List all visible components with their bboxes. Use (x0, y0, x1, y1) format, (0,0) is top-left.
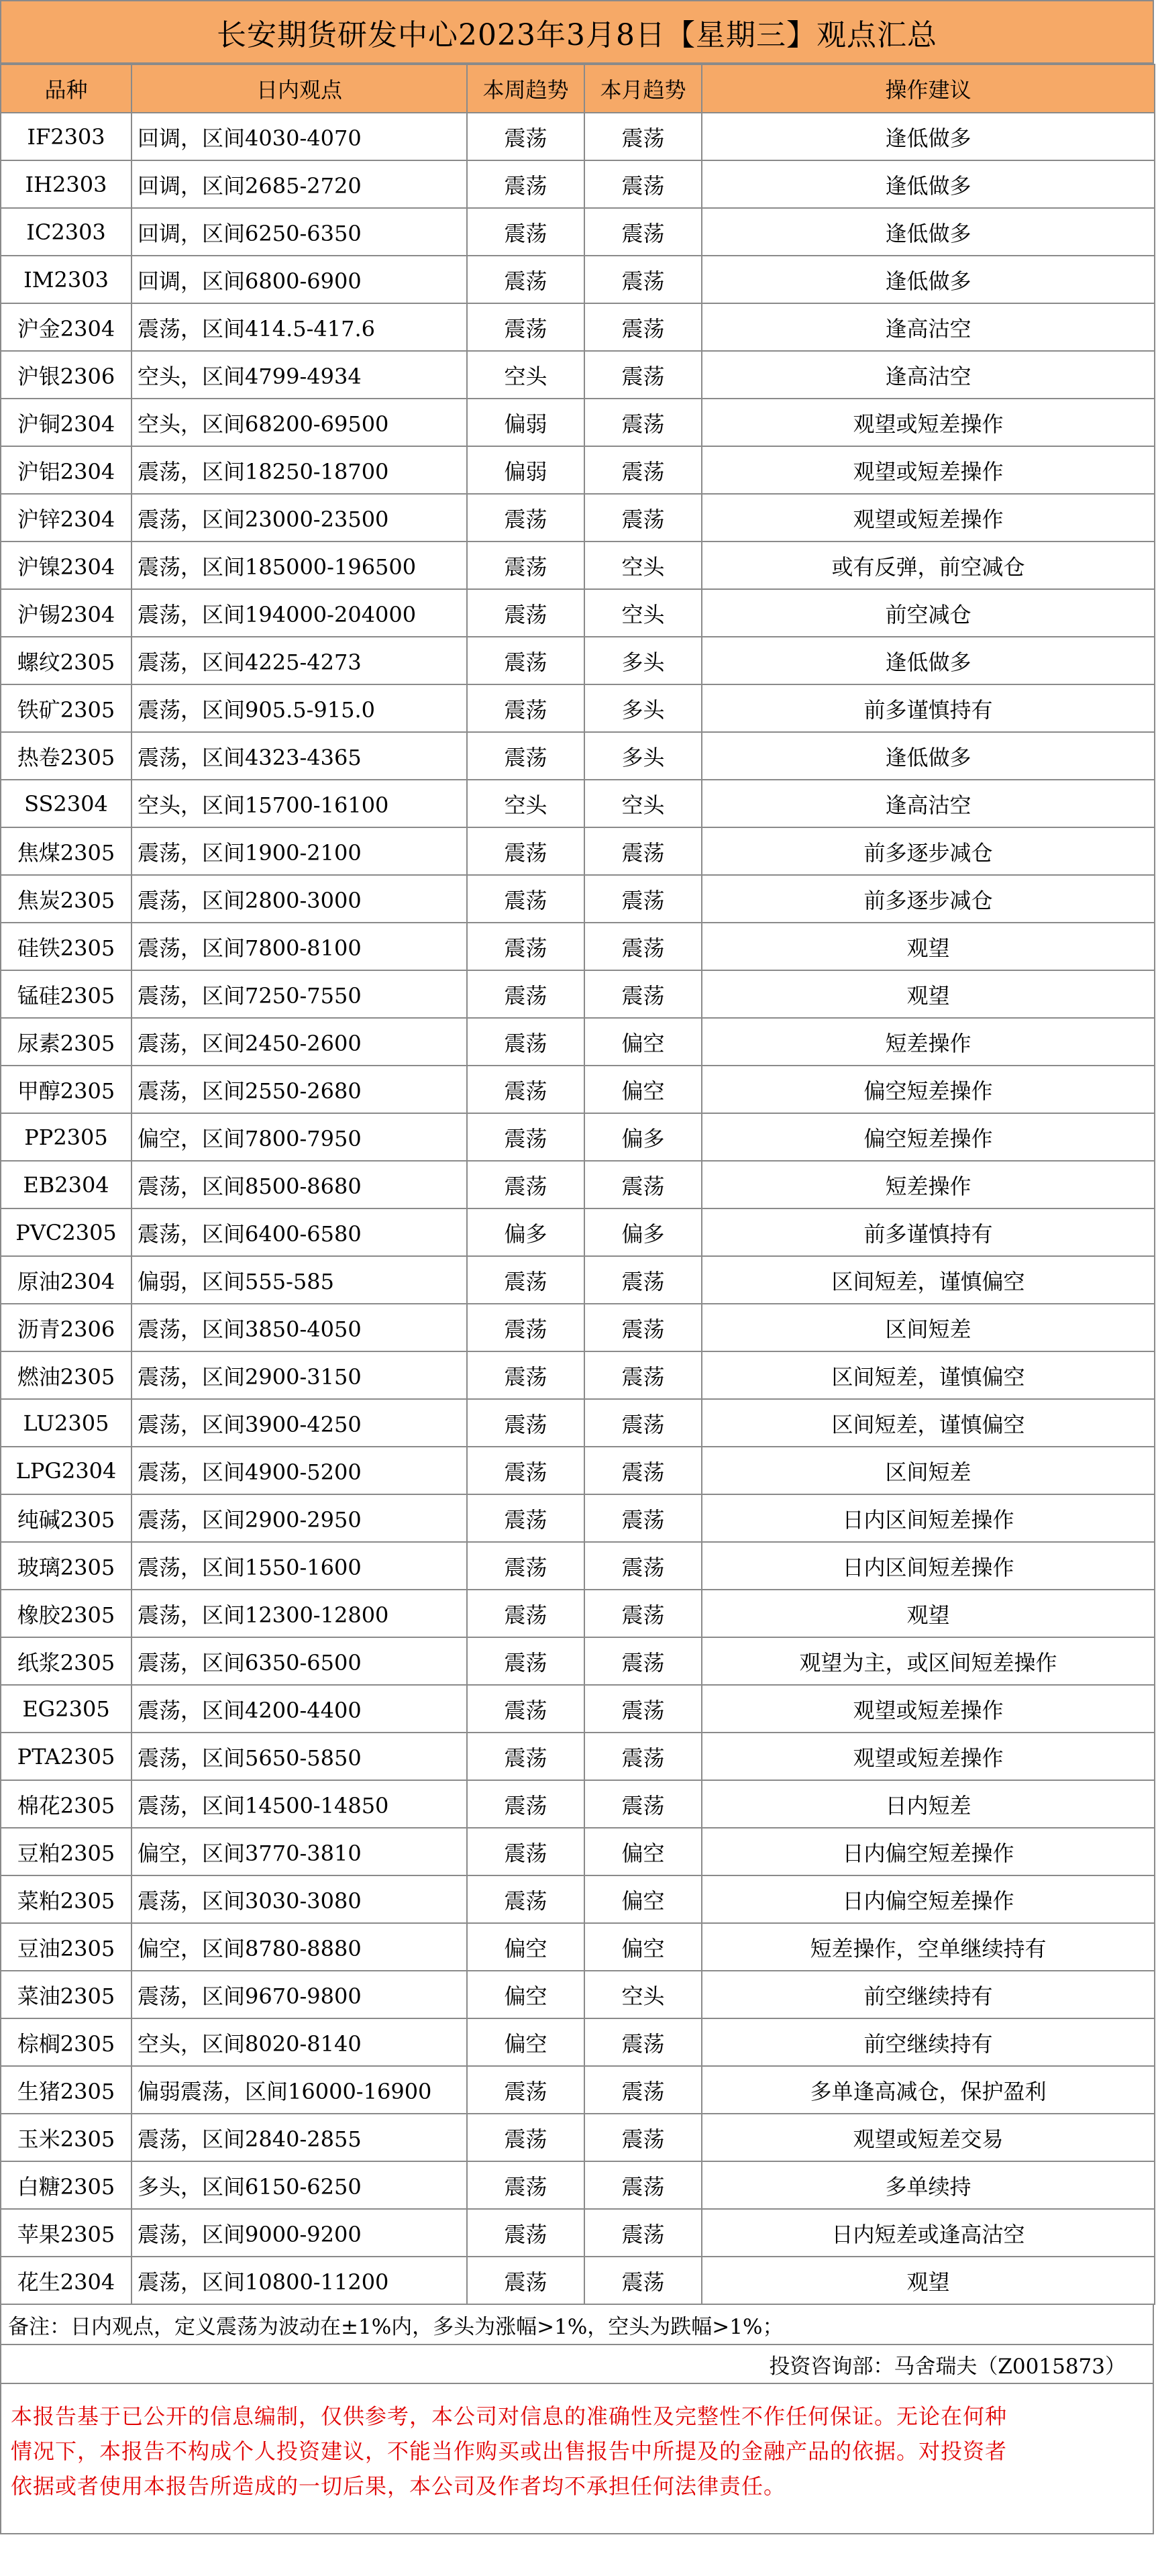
cell-suggestion: 日内区间短差操作 (702, 1542, 1155, 1590)
table-row (1, 2018, 1155, 2066)
header-monthly-trend: 本月趋势 (584, 64, 702, 113)
cell-monthly-trend: 震荡 (584, 1494, 702, 1542)
cell-variety: 花生2304 (1, 2257, 132, 2304)
cell-intraday-view: 空头，区间4799-4934 (132, 351, 467, 399)
table-row (1, 1637, 1155, 1685)
cell-intraday-view: 偏空，区间8780-8880 (132, 1923, 467, 1971)
table-row (1, 2161, 1155, 2209)
table-row (1, 1875, 1155, 1923)
cell-variety: 白糖2305 (1, 2161, 132, 2209)
cell-variety: 豆油2305 (1, 1923, 132, 1971)
disclaimer (0, 2384, 1154, 2534)
cell-monthly-trend: 震荡 (584, 1351, 702, 1399)
cell-monthly-trend: 震荡 (584, 2018, 702, 2066)
cell-weekly-trend: 震荡 (467, 1447, 584, 1494)
cell-variety: 菜粕2305 (1, 1875, 132, 1923)
cell-weekly-trend: 震荡 (467, 1590, 584, 1637)
cell-suggestion: 逢低做多 (702, 113, 1155, 160)
cell-variety: 沥青2306 (1, 1304, 132, 1351)
cell-suggestion: 观望 (702, 923, 1155, 970)
cell-suggestion: 观望或短差操作 (702, 1733, 1155, 1780)
cell-variety: 沪铝2304 (1, 446, 132, 494)
cell-monthly-trend: 偏空 (584, 1828, 702, 1875)
table-row (1, 1256, 1155, 1304)
cell-monthly-trend: 震荡 (584, 1542, 702, 1590)
cell-monthly-trend: 震荡 (584, 1685, 702, 1733)
cell-suggestion: 逢高沽空 (702, 780, 1155, 827)
disclaimer-line: 情况下，本报告不构成个人投资建议，不能当作购买或出售报告中所提及的金融产品的依据。对投资者 (11, 2438, 1008, 2464)
cell-intraday-view: 偏空，区间7800-7950 (132, 1113, 467, 1161)
cell-suggestion: 观望或短差操作 (702, 1685, 1155, 1733)
cell-intraday-view: 偏弱震荡，区间16000-16900 (132, 2066, 467, 2114)
cell-suggestion: 区间短差，谨慎偏空 (702, 1351, 1155, 1399)
cell-monthly-trend: 震荡 (584, 827, 702, 875)
cell-weekly-trend: 震荡 (467, 542, 584, 589)
cell-monthly-trend: 震荡 (584, 1256, 702, 1304)
cell-suggestion: 区间短差 (702, 1304, 1155, 1351)
cell-variety: IC2303 (1, 208, 132, 256)
cell-intraday-view: 偏弱，区间555-585 (132, 1256, 467, 1304)
cell-variety: 焦煤2305 (1, 827, 132, 875)
cell-variety: IM2303 (1, 256, 132, 303)
cell-variety: 甲醇2305 (1, 1066, 132, 1113)
cell-suggestion: 日内偏空短差操作 (702, 1875, 1155, 1923)
cell-variety: PTA2305 (1, 1733, 132, 1780)
cell-variety: 橡胶2305 (1, 1590, 132, 1637)
cell-weekly-trend: 震荡 (467, 2066, 584, 2114)
cell-monthly-trend: 震荡 (584, 1780, 702, 1828)
cell-weekly-trend: 震荡 (467, 1637, 584, 1685)
cell-variety: 沪金2304 (1, 303, 132, 351)
cell-suggestion: 观望或短差操作 (702, 494, 1155, 542)
cell-suggestion: 日内短差或逢高沽空 (702, 2209, 1155, 2257)
table-row (1, 399, 1155, 446)
cell-variety: 纸浆2305 (1, 1637, 132, 1685)
cell-variety: 焦炭2305 (1, 875, 132, 923)
cell-variety: PP2305 (1, 1113, 132, 1161)
cell-variety: 铁矿2305 (1, 684, 132, 732)
cell-weekly-trend: 震荡 (467, 970, 584, 1018)
cell-variety: 沪锡2304 (1, 589, 132, 637)
cell-intraday-view: 震荡，区间18250-18700 (132, 446, 467, 494)
cell-weekly-trend: 震荡 (467, 875, 584, 923)
cell-suggestion: 逢高沽空 (702, 303, 1155, 351)
cell-intraday-view: 震荡，区间7800-8100 (132, 923, 467, 970)
table-row (1, 970, 1155, 1018)
cell-monthly-trend: 震荡 (584, 2161, 702, 2209)
cell-weekly-trend: 震荡 (467, 1399, 584, 1447)
cell-weekly-trend: 震荡 (467, 303, 584, 351)
cell-intraday-view: 震荡，区间4900-5200 (132, 1447, 467, 1494)
header-intraday-view: 日内观点 (132, 64, 467, 113)
table-row (1, 875, 1155, 923)
cell-monthly-trend: 偏空 (584, 1923, 702, 1971)
report-title: 长安期货研发中心2023年3月8日【星期三】观点汇总 (0, 0, 1154, 64)
cell-suggestion: 观望或短差操作 (702, 446, 1155, 494)
table-row (1, 2257, 1155, 2304)
cell-intraday-view: 震荡，区间905.5-915.0 (132, 684, 467, 732)
cell-weekly-trend: 震荡 (467, 1113, 584, 1161)
cell-variety: 菜油2305 (1, 1971, 132, 2018)
cell-monthly-trend: 震荡 (584, 1637, 702, 1685)
table-row (1, 2114, 1155, 2161)
cell-monthly-trend: 震荡 (584, 2114, 702, 2161)
cell-intraday-view: 震荡，区间2900-2950 (132, 1494, 467, 1542)
cell-weekly-trend: 震荡 (467, 1351, 584, 1399)
cell-weekly-trend: 震荡 (467, 1066, 584, 1113)
cell-suggestion: 日内偏空短差操作 (702, 1828, 1155, 1875)
table-row (1, 494, 1155, 542)
cell-weekly-trend: 震荡 (467, 160, 584, 208)
cell-monthly-trend: 震荡 (584, 256, 702, 303)
cell-intraday-view: 震荡，区间2550-2680 (132, 1066, 467, 1113)
cell-suggestion: 前空继续持有 (702, 2018, 1155, 2066)
cell-weekly-trend: 震荡 (467, 732, 584, 780)
table-row (1, 1828, 1155, 1875)
cell-monthly-trend: 震荡 (584, 1590, 702, 1637)
cell-variety: EG2305 (1, 1685, 132, 1733)
table-row (1, 2209, 1155, 2257)
table-row (1, 303, 1155, 351)
cell-intraday-view: 回调，区间6250-6350 (132, 208, 467, 256)
table-row (1, 542, 1155, 589)
cell-intraday-view: 震荡，区间3850-4050 (132, 1304, 467, 1351)
cell-monthly-trend: 震荡 (584, 970, 702, 1018)
cell-intraday-view: 回调，区间2685-2720 (132, 160, 467, 208)
cell-monthly-trend: 震荡 (584, 160, 702, 208)
cell-weekly-trend: 震荡 (467, 1494, 584, 1542)
cell-intraday-view: 空头，区间8020-8140 (132, 2018, 467, 2066)
cell-monthly-trend: 偏空 (584, 1875, 702, 1923)
cell-suggestion: 逢低做多 (702, 208, 1155, 256)
cell-monthly-trend: 震荡 (584, 2209, 702, 2257)
cell-variety: 硅铁2305 (1, 923, 132, 970)
disclaimer-line: 本报告基于已公开的信息编制，仅供参考，本公司对信息的准确性及完整性不作任何保证。无论在何种 (11, 2404, 1008, 2429)
disclaimer-line: 依据或者使用本报告所造成的一切后果，本公司及作者均不承担任何法律责任。 (11, 2473, 786, 2499)
cell-variety: LPG2304 (1, 1447, 132, 1494)
cell-weekly-trend: 震荡 (467, 1780, 584, 1828)
cell-variety: 棕榈2305 (1, 2018, 132, 2066)
table-row (1, 1447, 1155, 1494)
cell-intraday-view: 震荡，区间4200-4400 (132, 1685, 467, 1733)
cell-suggestion: 逢低做多 (702, 732, 1155, 780)
cell-variety: 沪锌2304 (1, 494, 132, 542)
cell-suggestion: 区间短差 (702, 1447, 1155, 1494)
cell-weekly-trend: 震荡 (467, 827, 584, 875)
cell-weekly-trend: 震荡 (467, 256, 584, 303)
cell-weekly-trend: 震荡 (467, 589, 584, 637)
cell-intraday-view: 回调，区间4030-4070 (132, 113, 467, 160)
table-row (1, 2066, 1155, 2114)
cell-weekly-trend: 震荡 (467, 2209, 584, 2257)
cell-monthly-trend: 空头 (584, 542, 702, 589)
cell-intraday-view: 震荡，区间9670-9800 (132, 1971, 467, 2018)
cell-intraday-view: 震荡，区间6400-6580 (132, 1208, 467, 1256)
cell-intraday-view: 震荡，区间3900-4250 (132, 1399, 467, 1447)
cell-monthly-trend: 偏空 (584, 1018, 702, 1066)
cell-variety: IF2303 (1, 113, 132, 160)
cell-weekly-trend: 震荡 (467, 1256, 584, 1304)
views-table (0, 64, 1155, 2305)
cell-intraday-view: 震荡，区间414.5-417.6 (132, 303, 467, 351)
cell-intraday-view: 震荡，区间10800-11200 (132, 2257, 467, 2304)
cell-intraday-view: 震荡，区间2800-3000 (132, 875, 467, 923)
table-row (1, 208, 1155, 256)
table-row (1, 1971, 1155, 2018)
cell-suggestion: 多单逢高减仓，保护盈利 (702, 2066, 1155, 2114)
cell-suggestion: 观望 (702, 2257, 1155, 2304)
cell-monthly-trend: 偏多 (584, 1208, 702, 1256)
table-row (1, 1780, 1155, 1828)
cell-variety: 棉花2305 (1, 1780, 132, 1828)
cell-suggestion: 前多逐步减仓 (702, 875, 1155, 923)
cell-monthly-trend: 震荡 (584, 923, 702, 970)
cell-suggestion: 前多谨慎持有 (702, 684, 1155, 732)
cell-suggestion: 短差操作，空单继续持有 (702, 1923, 1155, 1971)
table-row (1, 160, 1155, 208)
table-row (1, 637, 1155, 684)
cell-intraday-view: 震荡，区间2900-3150 (132, 1351, 467, 1399)
table-row (1, 1066, 1155, 1113)
cell-monthly-trend: 震荡 (584, 1399, 702, 1447)
cell-variety: 纯碱2305 (1, 1494, 132, 1542)
cell-suggestion: 逢低做多 (702, 637, 1155, 684)
contact-line: 投资咨询部：马舍瑞夫（Z0015873） (0, 2345, 1154, 2384)
cell-intraday-view: 震荡，区间2450-2600 (132, 1018, 467, 1066)
table-row (1, 256, 1155, 303)
cell-weekly-trend: 震荡 (467, 1542, 584, 1590)
cell-variety: SS2304 (1, 780, 132, 827)
table-row (1, 1542, 1155, 1590)
cell-suggestion: 偏空短差操作 (702, 1113, 1155, 1161)
cell-weekly-trend: 震荡 (467, 2257, 584, 2304)
cell-suggestion: 区间短差，谨慎偏空 (702, 1399, 1155, 1447)
table-row (1, 732, 1155, 780)
cell-suggestion: 前多谨慎持有 (702, 1208, 1155, 1256)
cell-intraday-view: 震荡，区间4323-4365 (132, 732, 467, 780)
cell-weekly-trend: 偏空 (467, 1923, 584, 1971)
cell-suggestion: 逢低做多 (702, 256, 1155, 303)
cell-weekly-trend: 偏多 (467, 1208, 584, 1256)
cell-variety: 生猪2305 (1, 2066, 132, 2114)
cell-variety: 原油2304 (1, 1256, 132, 1304)
cell-weekly-trend: 震荡 (467, 1018, 584, 1066)
table-row (1, 1494, 1155, 1542)
cell-weekly-trend: 震荡 (467, 494, 584, 542)
cell-weekly-trend: 震荡 (467, 2161, 584, 2209)
cell-intraday-view: 多头，区间6150-6250 (132, 2161, 467, 2209)
cell-monthly-trend: 震荡 (584, 1447, 702, 1494)
cell-variety: IH2303 (1, 160, 132, 208)
table-row (1, 923, 1155, 970)
cell-intraday-view: 偏空，区间3770-3810 (132, 1828, 467, 1875)
table-row (1, 1733, 1155, 1780)
cell-monthly-trend: 空头 (584, 1971, 702, 2018)
cell-monthly-trend: 震荡 (584, 303, 702, 351)
table-row (1, 1923, 1155, 1971)
cell-variety: 热卷2305 (1, 732, 132, 780)
cell-variety: 豆粕2305 (1, 1828, 132, 1875)
table-row (1, 1590, 1155, 1637)
cell-weekly-trend: 震荡 (467, 1161, 584, 1208)
cell-intraday-view: 空头，区间15700-16100 (132, 780, 467, 827)
cell-monthly-trend: 偏多 (584, 1113, 702, 1161)
cell-variety: 锰硅2305 (1, 970, 132, 1018)
cell-weekly-trend: 震荡 (467, 208, 584, 256)
cell-variety: 沪镍2304 (1, 542, 132, 589)
cell-variety: 苹果2305 (1, 2209, 132, 2257)
cell-intraday-view: 震荡，区间14500-14850 (132, 1780, 467, 1828)
cell-monthly-trend: 多头 (584, 732, 702, 780)
cell-suggestion: 观望 (702, 970, 1155, 1018)
table-row (1, 1351, 1155, 1399)
cell-intraday-view: 震荡，区间2840-2855 (132, 2114, 467, 2161)
table-row (1, 1161, 1155, 1208)
cell-weekly-trend: 震荡 (467, 1875, 584, 1923)
cell-intraday-view: 回调，区间6800-6900 (132, 256, 467, 303)
footnote: 备注：日内观点，定义震荡为波动在±1%内，多头为涨幅>1%，空头为跌幅>1%； (0, 2305, 1154, 2345)
cell-intraday-view: 震荡，区间7250-7550 (132, 970, 467, 1018)
cell-monthly-trend: 震荡 (584, 875, 702, 923)
cell-monthly-trend: 震荡 (584, 208, 702, 256)
table-row (1, 1399, 1155, 1447)
cell-weekly-trend: 震荡 (467, 1685, 584, 1733)
cell-suggestion: 区间短差，谨慎偏空 (702, 1256, 1155, 1304)
cell-suggestion: 观望或短差交易 (702, 2114, 1155, 2161)
cell-variety: 沪铜2304 (1, 399, 132, 446)
cell-monthly-trend: 震荡 (584, 1733, 702, 1780)
cell-monthly-trend: 空头 (584, 780, 702, 827)
cell-weekly-trend: 震荡 (467, 923, 584, 970)
cell-weekly-trend: 震荡 (467, 2114, 584, 2161)
cell-weekly-trend: 震荡 (467, 1733, 584, 1780)
cell-monthly-trend: 震荡 (584, 351, 702, 399)
header-suggestion: 操作建议 (702, 64, 1155, 113)
cell-intraday-view: 震荡，区间194000-204000 (132, 589, 467, 637)
cell-weekly-trend: 震荡 (467, 637, 584, 684)
cell-suggestion: 前空继续持有 (702, 1971, 1155, 2018)
cell-monthly-trend: 多头 (584, 637, 702, 684)
cell-weekly-trend: 偏空 (467, 2018, 584, 2066)
cell-variety: 尿素2305 (1, 1018, 132, 1066)
table-row (1, 1113, 1155, 1161)
cell-intraday-view: 震荡，区间9000-9200 (132, 2209, 467, 2257)
cell-monthly-trend: 震荡 (584, 446, 702, 494)
table-row (1, 589, 1155, 637)
cell-weekly-trend: 震荡 (467, 113, 584, 160)
cell-intraday-view: 震荡，区间6350-6500 (132, 1637, 467, 1685)
cell-weekly-trend: 偏弱 (467, 446, 584, 494)
cell-intraday-view: 震荡，区间4225-4273 (132, 637, 467, 684)
cell-suggestion: 逢高沽空 (702, 351, 1155, 399)
cell-suggestion: 短差操作 (702, 1161, 1155, 1208)
cell-monthly-trend: 空头 (584, 589, 702, 637)
table-row (1, 1304, 1155, 1351)
table-body (1, 113, 1155, 2304)
cell-weekly-trend: 空头 (467, 351, 584, 399)
cell-intraday-view: 震荡，区间8500-8680 (132, 1161, 467, 1208)
cell-intraday-view: 震荡，区间185000-196500 (132, 542, 467, 589)
cell-variety: LU2305 (1, 1399, 132, 1447)
cell-intraday-view: 震荡，区间5650-5850 (132, 1733, 467, 1780)
cell-monthly-trend: 震荡 (584, 399, 702, 446)
cell-suggestion: 多单续持 (702, 2161, 1155, 2209)
cell-suggestion: 前空减仓 (702, 589, 1155, 637)
cell-intraday-view: 震荡，区间23000-23500 (132, 494, 467, 542)
cell-suggestion: 前多逐步减仓 (702, 827, 1155, 875)
cell-intraday-view: 震荡，区间3030-3080 (132, 1875, 467, 1923)
cell-weekly-trend: 偏弱 (467, 399, 584, 446)
cell-monthly-trend: 偏空 (584, 1066, 702, 1113)
cell-intraday-view: 震荡，区间12300-12800 (132, 1590, 467, 1637)
table-row (1, 684, 1155, 732)
table-row (1, 1685, 1155, 1733)
cell-variety: 玉米2305 (1, 2114, 132, 2161)
cell-variety: PVC2305 (1, 1208, 132, 1256)
cell-monthly-trend: 多头 (584, 684, 702, 732)
cell-intraday-view: 震荡，区间1550-1600 (132, 1542, 467, 1590)
header-weekly-trend: 本周趋势 (467, 64, 584, 113)
cell-weekly-trend: 震荡 (467, 1304, 584, 1351)
table-row (1, 446, 1155, 494)
cell-weekly-trend: 空头 (467, 780, 584, 827)
cell-suggestion: 观望 (702, 1590, 1155, 1637)
cell-suggestion: 偏空短差操作 (702, 1066, 1155, 1113)
cell-intraday-view: 空头，区间68200-69500 (132, 399, 467, 446)
cell-suggestion: 日内短差 (702, 1780, 1155, 1828)
cell-intraday-view: 震荡，区间1900-2100 (132, 827, 467, 875)
cell-variety: EB2304 (1, 1161, 132, 1208)
table-row (1, 351, 1155, 399)
table-row (1, 780, 1155, 827)
cell-variety: 螺纹2305 (1, 637, 132, 684)
cell-suggestion: 或有反弹，前空减仓 (702, 542, 1155, 589)
cell-weekly-trend: 震荡 (467, 684, 584, 732)
cell-monthly-trend: 震荡 (584, 2257, 702, 2304)
table-header-row (1, 64, 1155, 113)
cell-monthly-trend: 震荡 (584, 113, 702, 160)
cell-suggestion: 日内区间短差操作 (702, 1494, 1155, 1542)
cell-suggestion: 观望为主，或区间短差操作 (702, 1637, 1155, 1685)
table-row (1, 113, 1155, 160)
cell-monthly-trend: 震荡 (584, 2066, 702, 2114)
cell-suggestion: 短差操作 (702, 1018, 1155, 1066)
cell-variety: 玻璃2305 (1, 1542, 132, 1590)
cell-weekly-trend: 震荡 (467, 1828, 584, 1875)
cell-suggestion: 逢低做多 (702, 160, 1155, 208)
cell-variety: 燃油2305 (1, 1351, 132, 1399)
cell-weekly-trend: 偏空 (467, 1971, 584, 2018)
table-row (1, 1018, 1155, 1066)
cell-suggestion: 观望或短差操作 (702, 399, 1155, 446)
cell-monthly-trend: 震荡 (584, 1161, 702, 1208)
cell-variety: 沪银2306 (1, 351, 132, 399)
table-row (1, 1208, 1155, 1256)
header-variety: 品种 (1, 64, 132, 113)
cell-monthly-trend: 震荡 (584, 1304, 702, 1351)
cell-monthly-trend: 震荡 (584, 494, 702, 542)
table-row (1, 827, 1155, 875)
